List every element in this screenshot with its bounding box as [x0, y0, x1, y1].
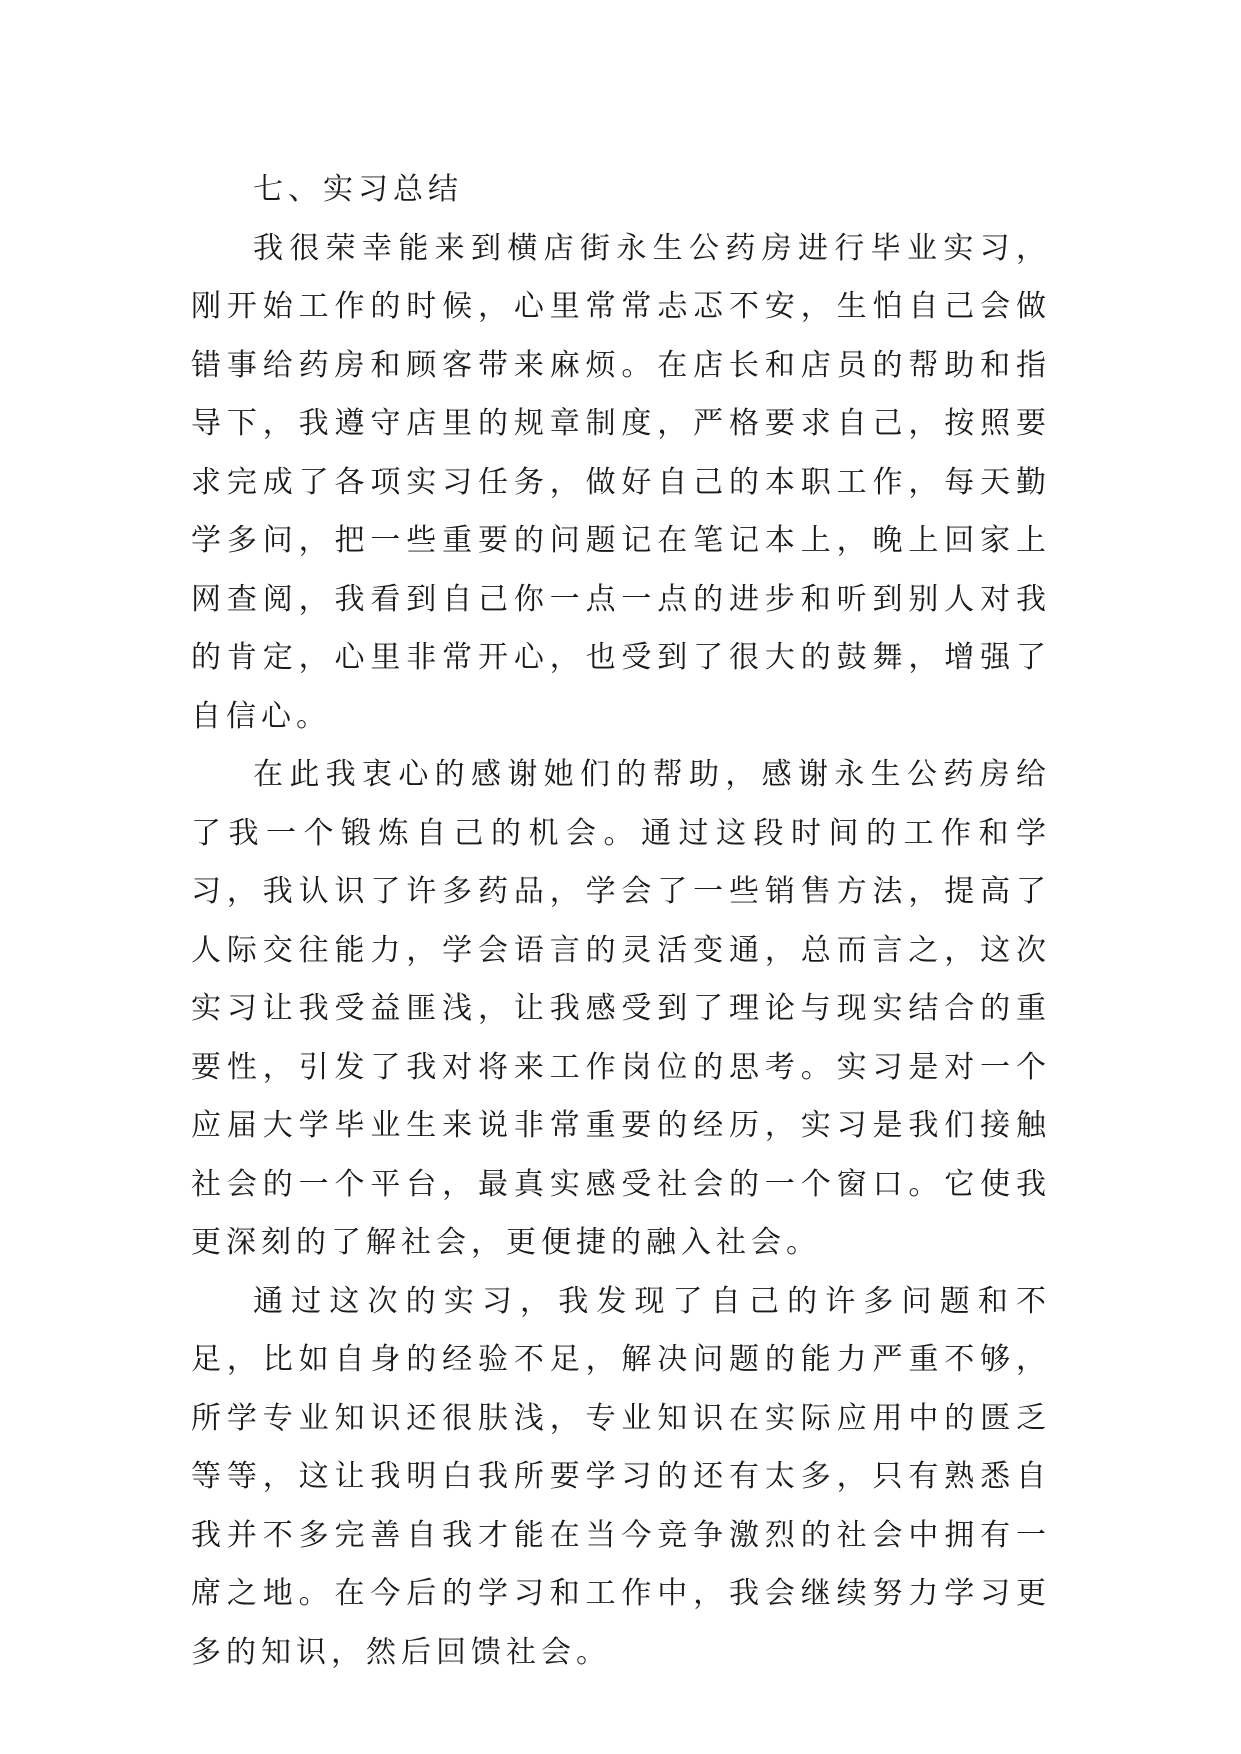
paragraph-1: 我很荣幸能来到横店街永生公药房进行毕业实习，刚开始工作的时候，心里常常忐忑不安，生怕自己会做错事给药房和顾客带来麻烦。在店长和店员的帮助和指导下，我遵守店里的规章制度，严格要求自己，按照要求完成了各项实习任务，做好自己的本职工作，每天勤学多问，把一些重要的问题记在笔记本上，晚上回家上网查阅，我看到自己你一点一点的进步和听到别人对我的肯定，心里非常开心，也受到了很大的鼓舞，增强了自信心。	[191, 230, 1051, 734]
paragraph-2: 在此我衷心的感谢她们的帮助，感谢永生公药房给了我一个锻炼自己的机会。通过这段时间的工作和学习，我认识了许多药品，学会了一些销售方法，提高了人际交往能力，学会语言的灵活变通，总而言之，这次实习让我受益匪浅，让我感受到了理论与现实结合的重要性，引发了我对将来工作岗位的思考。实习是对一个应届大学毕业生来说非常重要的经历，实习是我们接触社会的一个平台，最真实感受社会的一个窗口。它使我更深刻的了解社会，更便捷的融入社会。	[191, 757, 1051, 1260]
document-body	[191, 161, 1051, 1682]
paragraph-3: 通过这次的实习，我发现了自己的许多问题和不足，比如自身的经验不足，解决问题的能力严重不够，所学专业知识还很肤浅，专业知识在实际应用中的匮乏等等，这让我明白我所要学习的还有太多，只有熟悉自我并不多完善自我才能在当今竞争激烈的社会中拥有一席之地。在今后的学习和工作中，我会继续努力学习更多的知识，然后回馈社会。	[191, 1283, 1051, 1670]
section-heading: 七、实习总结	[253, 172, 463, 207]
